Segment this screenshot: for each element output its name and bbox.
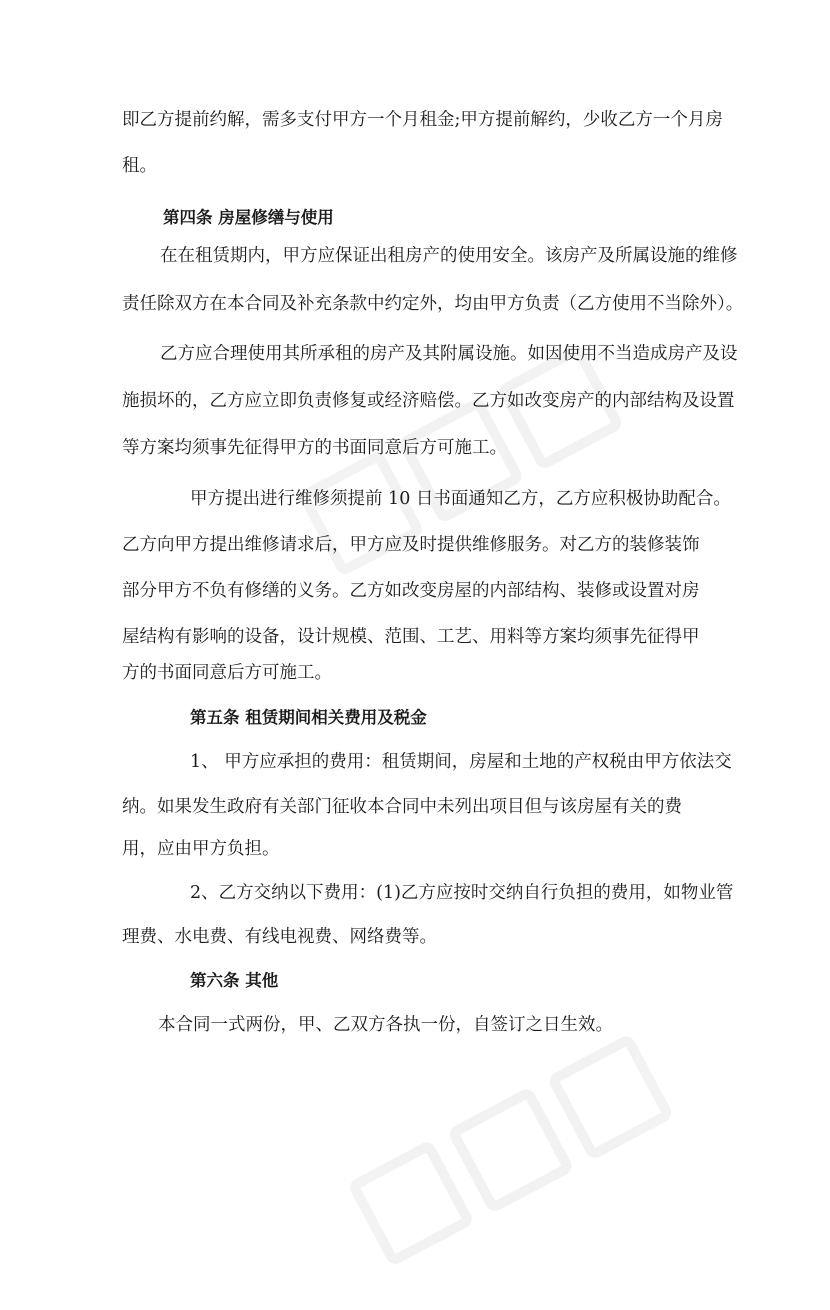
paragraph-line: 用，应由甲方负担。	[122, 839, 280, 859]
paragraph-line: 租。	[122, 156, 157, 176]
paragraph-line: 部分甲方不负有修缮的义务。乙方如改变房屋的内部结构、装修或设置对房	[122, 581, 700, 601]
section-heading-4: 第四条 房屋修缮与使用	[163, 208, 334, 227]
paragraph-line: 屋结构有影响的设备，设计规模、范围、工艺、用料等方案均须事先征得甲	[122, 627, 700, 647]
paragraph-line: 纳。如果发生政府有关部门征收本合同中未列出项目但与该房屋有关的费	[122, 797, 682, 817]
watermark-glyph	[296, 449, 424, 577]
paragraph-line: 甲方提出进行维修须提前 10 日书面通知乙方，乙方应积极协助配合。	[190, 489, 731, 509]
paragraph-line: 在在租赁期内，甲方应保证出租房产的使用安全。该房产及所属设施的维修	[160, 246, 738, 266]
watermark-glyph	[346, 1139, 474, 1267]
watermark-glyph	[446, 1086, 574, 1214]
watermark-logo	[292, 990, 729, 1310]
paragraph-line: 即乙方提前约解，需多支付甲方一个月租金;甲方提前解约，少收乙方一个月房	[122, 110, 723, 130]
section-heading-5: 第五条 租赁期间相关费用及税金	[190, 708, 427, 727]
watermark-glyph	[546, 1033, 674, 1161]
paragraph-line: 2、乙方交纳以下费用：(1)乙方应按时交纳自行负担的费用，如物业管	[190, 883, 734, 903]
section-heading-6: 第六条 其他	[190, 971, 279, 990]
paragraph-line: 1、 甲方应承担的费用：租赁期间，房屋和土地的产权税由甲方依法交	[190, 752, 732, 772]
paragraph-line: 施损坏的，乙方应立即负责修复或经济赔偿。乙方如改变房产的内部结构及设置	[122, 391, 735, 411]
paragraph-line: 本合同一式两份，甲、乙双方各执一份，自签订之日生效。	[158, 1015, 613, 1035]
paragraph-line: 理费、水电费、有线电视费、网络费等。	[122, 927, 437, 947]
paragraph-line: 方的书面同意后方可施工。	[122, 663, 332, 683]
paragraph-line: 责任除双方在本合同及补充条款中约定外，均由甲方负责（乙方使用不当除外）。	[122, 294, 744, 314]
paragraph-line: 乙方应合理使用其所承租的房产及其附属设施。如因使用不当造成房产及设	[160, 344, 738, 364]
paragraph-line: 等方案均须事先征得甲方的书面同意后方可施工。	[122, 438, 507, 458]
paragraph-line: 乙方向甲方提出维修请求后，甲方应及时提供维修服务。对乙方的装修装饰	[122, 535, 700, 555]
